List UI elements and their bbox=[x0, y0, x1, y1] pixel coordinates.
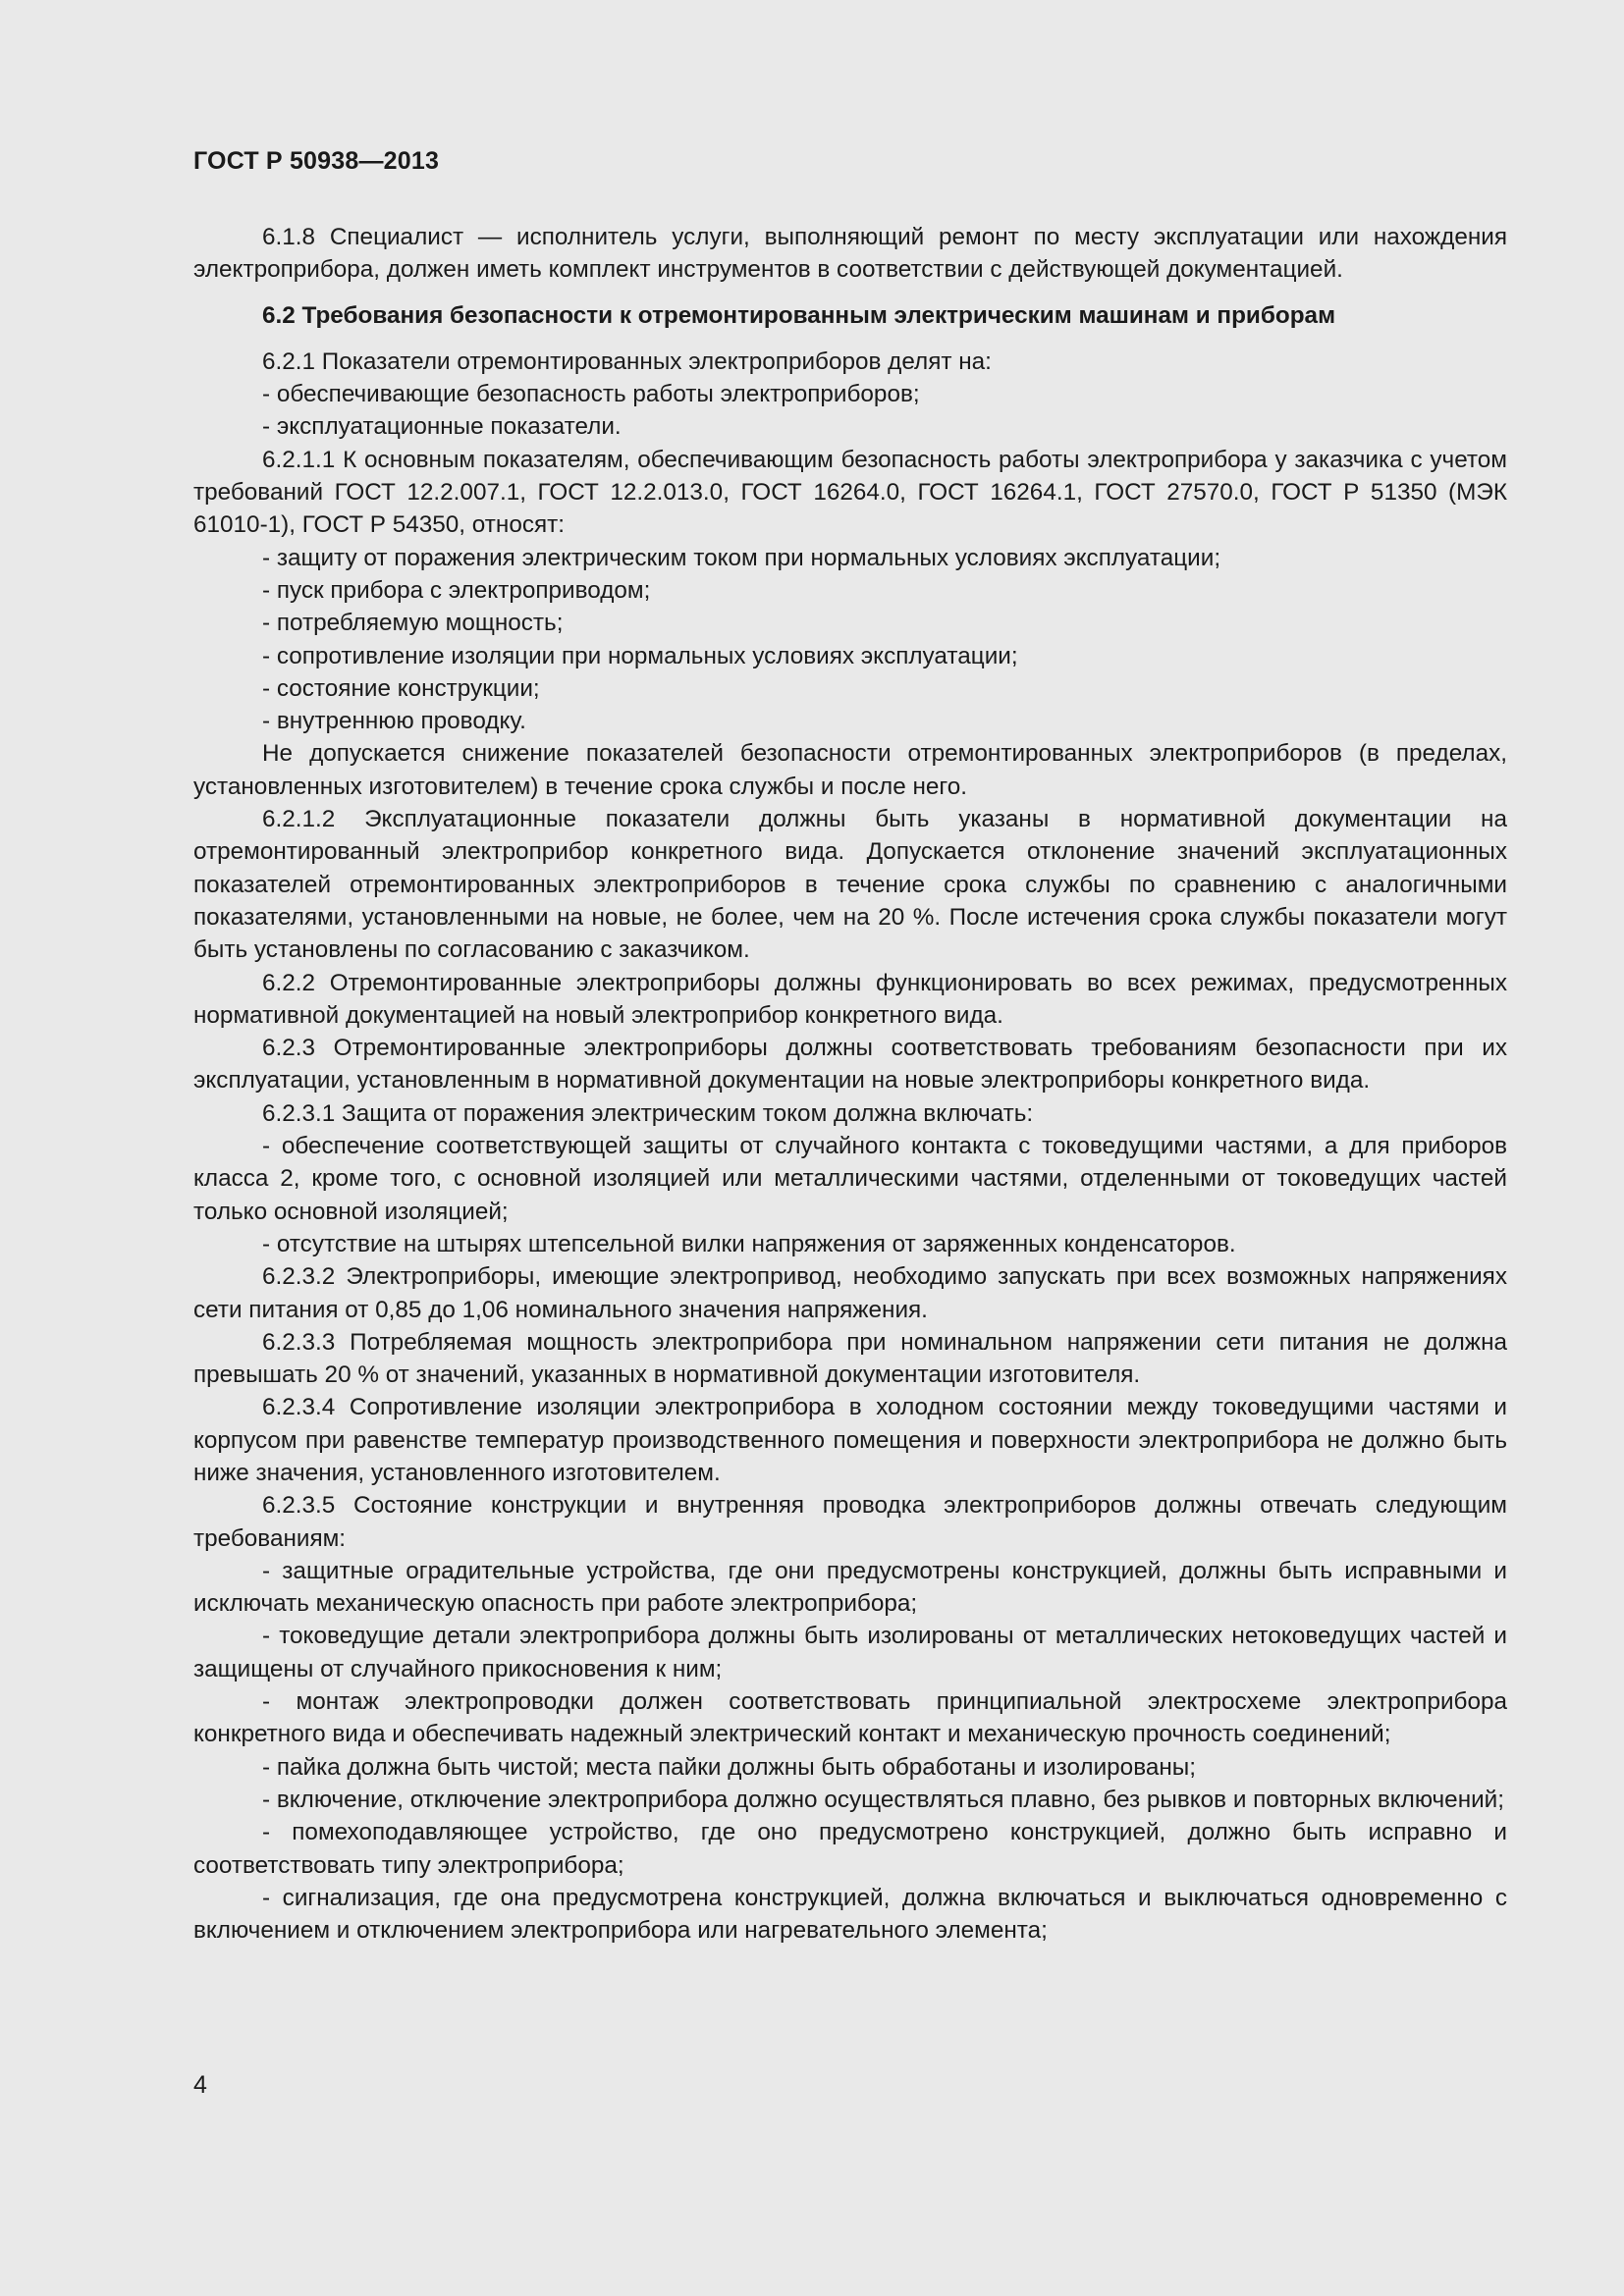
section-heading: 6.2 Требования безопасности к отремонтированным электрическим машинам и приборам bbox=[262, 301, 1336, 329]
paragraph: 6.2.1 Показатели отремонтированных электроприборов делят на: bbox=[262, 347, 992, 375]
paragraph: - состояние конструкции; bbox=[262, 674, 540, 702]
paragraph: 6.1.8 Специалист — исполнитель услуги, выполняющий ремонт по месту эксплуатации или нахождения электроприбора, должен иметь комплект инструментов в соответствии с действующей документацией. bbox=[193, 224, 1507, 284]
paragraph: 6.2.3.5 Состояние конструкции и внутренняя проводка электроприборов должны отвечать следующим требованиям: bbox=[193, 1492, 1507, 1552]
paragraph: - помехоподавляющее устройство, где оно предусмотрено конструкцией, должно быть исправно и соответствовать типу электроприбора; bbox=[193, 1819, 1507, 1879]
paragraph: 6.2.2 Отремонтированные электроприборы должны функционировать во всех режимах, предусмотренных нормативной документацией на новый электроприбор конкретного вида. bbox=[193, 969, 1507, 1029]
paragraph: - пуск прибора с электроприводом; bbox=[262, 576, 651, 604]
paragraph: - сигнализация, где она предусмотрена конструкцией, должна включаться и выключаться одновременно с включением и отключением электроприбора или нагревательного элемента; bbox=[193, 1884, 1507, 1945]
paragraph: - токоведущие детали электроприбора должны быть изолированы от металлических нетоковедущих частей и защищены от случайного прикосновения к ним; bbox=[193, 1623, 1507, 1682]
paragraph: - монтаж электропроводки должен соответствовать принципиальной электросхеме электроприбора конкретного вида и обеспечивать надежный электрический контакт и механическую прочность соединений; bbox=[193, 1688, 1507, 1748]
paragraph: - эксплуатационные показатели. bbox=[262, 413, 622, 441]
paragraph: - внутреннюю проводку. bbox=[262, 708, 526, 735]
paragraph: - обеспечение соответствующей защиты от случайного контакта с токоведущими частями, а для приборов класса 2, кроме того, с основной изоляцией или металлическими частями, отделенными от токоведущих частей только основной изоляцией; bbox=[193, 1133, 1507, 1225]
paragraph: 6.2.1.2 Эксплуатационные показатели должны быть указаны в нормативной документации на отремонтированный электроприбор конкретного вида. Допускается отклонение значений эксплуатационных показателей отремонтированных электроприборов в течение срока службы по сравнению с аналогичными показателями, установленными на новые, не более, чем на 20 %. После истечения срока службы показатели могут быть установлены по согласованию с заказчиком. bbox=[193, 806, 1507, 964]
paragraph: 6.2.3.1 Защита от поражения электрическим током должна включать: bbox=[262, 1099, 1034, 1127]
paragraph: 6.2.3.4 Сопротивление изоляции электроприбора в холодном состоянии между токоведущими частями и корпусом при равенстве температур производственного помещения и поверхности электроприбора не должно быть ниже значения, установленного изготовителем. bbox=[193, 1394, 1507, 1486]
paragraph: 6.2.3 Отремонтированные электроприборы должны соответствовать требованиям безопасности при их эксплуатации, установленным в нормативной документации на новые электроприборы конкретного вида. bbox=[193, 1035, 1507, 1095]
document-header: ГОСТ Р 50938—2013 bbox=[193, 147, 440, 175]
paragraph: - пайка должна быть чистой; места пайки должны быть обработаны и изолированы; bbox=[262, 1753, 1196, 1781]
document-body bbox=[193, 221, 1507, 1947]
paragraph: - отсутствие на штырях штепсельной вилки напряжения от заряженных конденсаторов. bbox=[262, 1230, 1236, 1257]
paragraph: - обеспечивающие безопасность работы электроприборов; bbox=[262, 381, 920, 408]
paragraph: 6.2.3.2 Электроприборы, имеющие электропривод, необходимо запускать при всех возможных напряжениях сети питания от 0,85 до 1,06 номинального значения напряжения. bbox=[193, 1263, 1507, 1323]
paragraph: Не допускается снижение показателей безопасности отремонтированных электроприборов (в пределах, установленных изготовителем) в течение срока службы и после него. bbox=[193, 740, 1507, 800]
paragraph: - потребляемую мощность; bbox=[262, 610, 564, 637]
paragraph: - защитные оградительные устройства, где они предусмотрены конструкцией, должны быть исправными и исключать механическую опасность при работе электроприбора; bbox=[193, 1557, 1507, 1618]
paragraph: - сопротивление изоляции при нормальных условиях эксплуатации; bbox=[262, 642, 1018, 669]
paragraph: 6.2.3.3 Потребляемая мощность электроприбора при номинальном напряжении сети питания не должна превышать 20 % от значений, указанных в нормативной документации изготовителя. bbox=[193, 1328, 1507, 1389]
paragraph: 6.2.1.1 К основным показателям, обеспечивающим безопасность работы электроприбора у заказчика с учетом требований ГОСТ 12.2.007.1, ГОСТ 12.2.013.0, ГОСТ 16264.0, ГОСТ 16264.1, ГОСТ 27570.0, ГОСТ Р 51350 (МЭК 61010-1), ГОСТ Р 54350, относят: bbox=[193, 446, 1507, 539]
page-number: 4 bbox=[193, 2071, 207, 2099]
paragraph: - защиту от поражения электрическим током при нормальных условиях эксплуатации; bbox=[262, 544, 1221, 571]
paragraph: - включение, отключение электроприбора должно осуществляться плавно, без рывков и повторных включений; bbox=[262, 1786, 1505, 1813]
